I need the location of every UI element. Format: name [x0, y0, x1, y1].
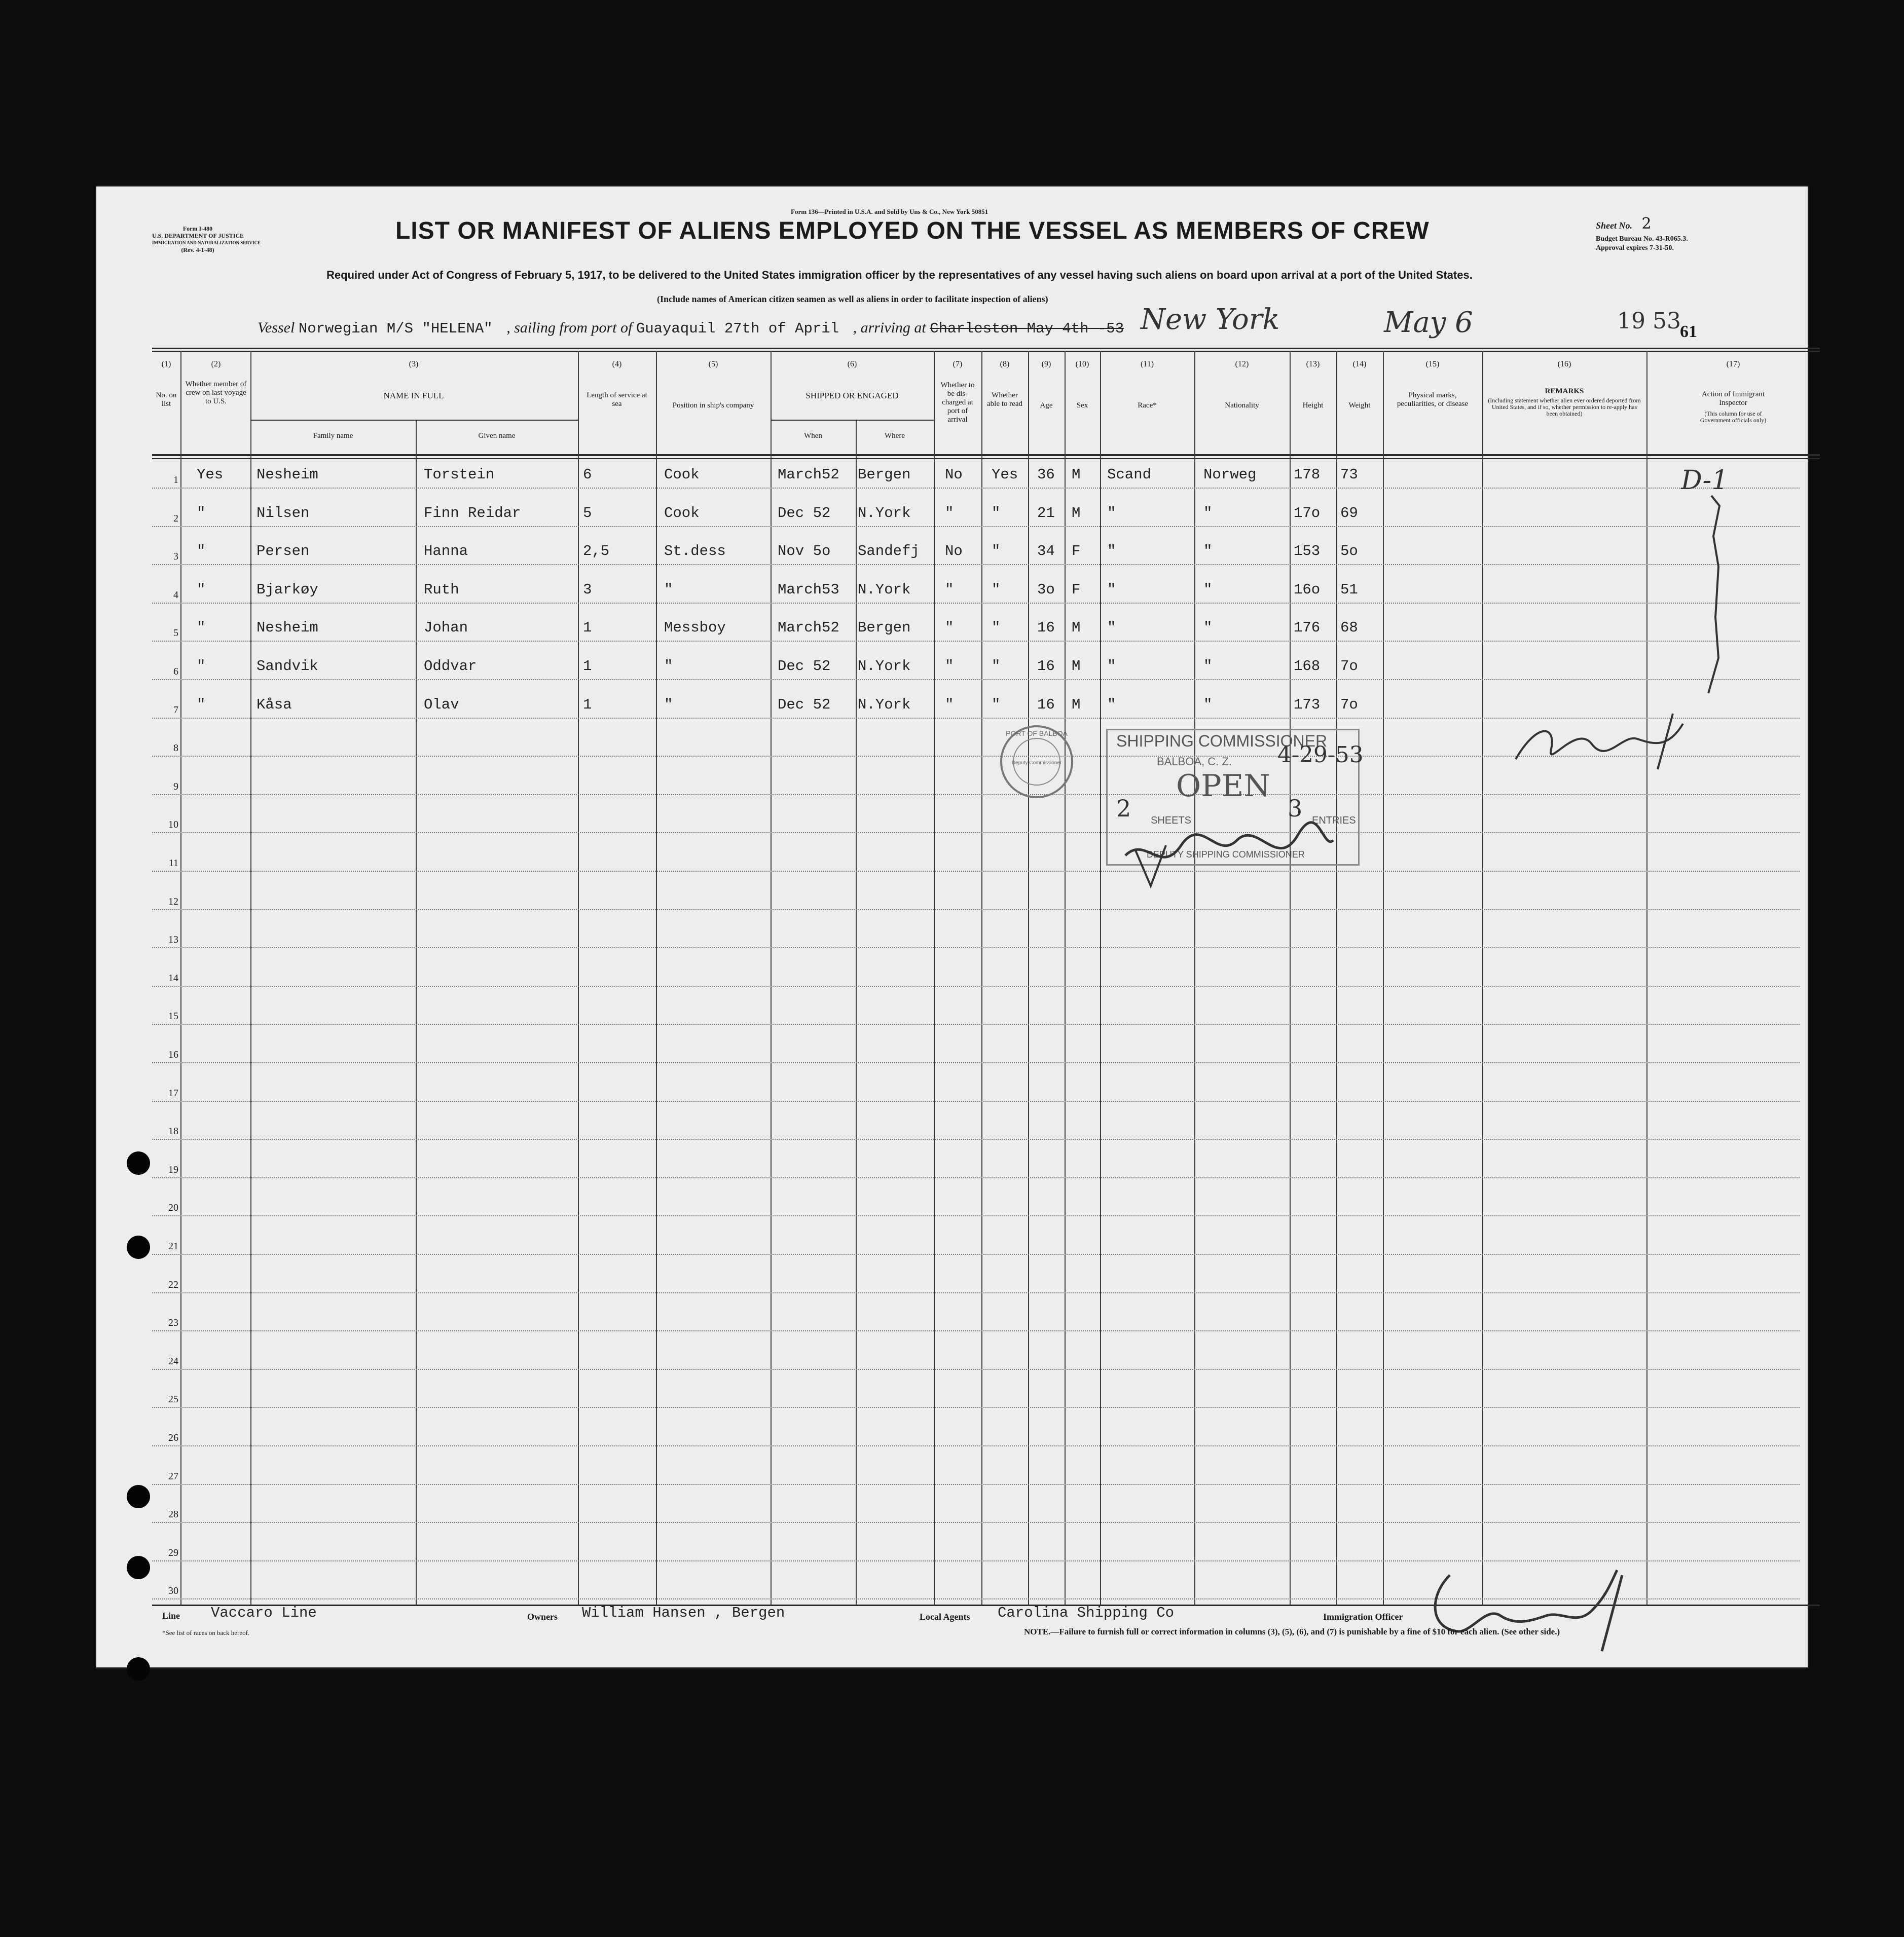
- cell-family: Nilsen: [257, 504, 310, 522]
- cell-where: N.York: [858, 504, 911, 522]
- cell-height: 17o: [1294, 504, 1321, 522]
- cell-given: Oddvar: [424, 658, 477, 675]
- cell-read: Yes: [992, 466, 1018, 483]
- sailing-value: Guayaquil 27th of April: [636, 320, 839, 337]
- row-rule: [152, 564, 1800, 565]
- cell-nationality: ": [1203, 619, 1213, 637]
- row-number: 30: [168, 1585, 178, 1597]
- cell-when: Dec 52: [778, 696, 831, 713]
- cell-height: 16o: [1294, 581, 1321, 598]
- cell-discharged: ": [945, 581, 954, 598]
- cell-when: March52: [778, 466, 839, 483]
- cell-height: 153: [1294, 543, 1321, 560]
- cell-given: Hanna: [424, 543, 468, 560]
- cell-weight: 7o: [1340, 658, 1358, 675]
- row-number: 26: [168, 1432, 178, 1443]
- punch-hole: [127, 1556, 150, 1579]
- col-num-17: (17): [1726, 360, 1740, 368]
- row-rule: [152, 794, 1800, 795]
- cell-read: ": [992, 504, 1001, 522]
- cell-race: ": [1107, 619, 1116, 637]
- cell-length: 1: [583, 696, 592, 713]
- punch-hole: [127, 1657, 150, 1681]
- cell-crew: ": [197, 543, 206, 560]
- cell-position: Cook: [664, 504, 700, 522]
- cell-age: 16: [1037, 619, 1055, 637]
- row-number: 13: [168, 934, 178, 946]
- row-number: 25: [168, 1394, 178, 1405]
- cell-nationality: ": [1203, 504, 1213, 522]
- footer-agents-value: Carolina Shipping Co: [998, 1605, 1175, 1621]
- subtitle-note: (Include names of American citizen seamen as well as aliens in order to facilitate inspection of aliens): [657, 294, 1048, 304]
- name-subhead-rule: [250, 420, 578, 421]
- cell-when: Dec 52: [778, 504, 831, 522]
- cell-length: 3: [583, 581, 592, 598]
- row-number: 2: [173, 512, 178, 524]
- cell-where: N.York: [858, 658, 911, 675]
- row-rule: [152, 832, 1800, 833]
- stamp-date: 4-29-53: [1277, 742, 1364, 768]
- action-initial: D-1: [1681, 465, 1729, 496]
- col-head-read: Whether able to read: [987, 391, 1022, 408]
- col-head-action-note: (This column for use of Government officials only): [1700, 410, 1767, 424]
- stamp-entries-value: 3: [1288, 795, 1303, 822]
- row-number: 9: [173, 780, 178, 792]
- cell-sex: F: [1072, 581, 1081, 598]
- col-head-remarks: REMARKS: [1545, 387, 1584, 395]
- col-num-15: (15): [1425, 360, 1440, 368]
- races-footnote: *See list of races on back hereof.: [162, 1629, 250, 1636]
- officer-signature: [1409, 1555, 1632, 1656]
- row-rule: [152, 603, 1800, 604]
- row-rule: [152, 1522, 1800, 1523]
- cell-read: ": [992, 619, 1001, 637]
- cell-when: March53: [778, 581, 839, 598]
- vessel-label: Vessel: [258, 319, 295, 336]
- year: 19 53: [1617, 308, 1681, 334]
- header-bottom-border: [152, 454, 1820, 456]
- cell-weight: 5o: [1340, 543, 1358, 560]
- sheet-value: 2: [1641, 215, 1652, 233]
- page-title: LIST OR MANIFEST OF ALIENS EMPLOYED ON THE VESSEL AS MEMBERS OF CREW: [395, 217, 1430, 244]
- stamp-sheets-label: SHEETS: [1151, 815, 1192, 826]
- cell-age: 3o: [1037, 581, 1055, 598]
- col-head-no: No. on list: [156, 391, 177, 408]
- cell-nationality: ": [1203, 658, 1213, 675]
- cell-discharged: No: [945, 466, 963, 483]
- row-rule: [152, 1484, 1800, 1485]
- cell-family: Bjarkøy: [257, 581, 318, 598]
- form-number: Form I-480: [182, 225, 213, 232]
- cell-where: Bergen: [858, 619, 911, 637]
- col-divider: [1290, 351, 1291, 1606]
- col-divider: [416, 420, 417, 1606]
- cell-race: Scand: [1107, 466, 1152, 483]
- cell-family: Kåsa: [257, 696, 292, 713]
- cell-age: 34: [1037, 543, 1055, 560]
- col-divider: [1065, 351, 1066, 1606]
- sailing-label: , sailing from port of: [506, 319, 633, 336]
- subhead-where: Where: [885, 432, 905, 440]
- cell-position: ": [664, 581, 673, 598]
- row-rule: [152, 986, 1800, 987]
- col-num-12: (12): [1235, 360, 1249, 368]
- punch-hole: [127, 1236, 150, 1259]
- page-number: 61: [1680, 322, 1697, 341]
- cell-crew: Yes: [197, 466, 224, 483]
- cell-race: ": [1107, 543, 1116, 560]
- row-number: 5: [173, 627, 178, 639]
- col-head-remarks-note: (Including statement whether alien ever ordered deported from United States, and if so, whether permission to re-apply has been obtained): [1488, 397, 1641, 417]
- row-number: 18: [168, 1126, 178, 1137]
- row-number: 11: [168, 858, 178, 869]
- cell-discharged: ": [945, 696, 954, 713]
- cell-read: ": [992, 543, 1001, 560]
- stamp-location: BALBOA, C. Z.: [1157, 755, 1232, 768]
- cell-when: Nov 5o: [778, 543, 831, 560]
- col-num-1: (1): [161, 360, 171, 368]
- row-number: 15: [168, 1011, 178, 1022]
- cell-position: Cook: [664, 466, 700, 483]
- cell-given: Torstein: [424, 466, 495, 483]
- row-rule: [152, 641, 1800, 642]
- cell-crew: ": [197, 504, 206, 522]
- col-head-length: Length of service at sea: [587, 391, 647, 408]
- punch-hole: [127, 1151, 150, 1175]
- budget-bureau: Budget Bureau No. 43-R065.3.: [1596, 235, 1688, 243]
- row-number: 21: [168, 1241, 178, 1252]
- col-divider: [771, 351, 772, 1606]
- row-rule: [152, 1369, 1800, 1370]
- cell-age: 16: [1037, 658, 1055, 675]
- cell-weight: 68: [1340, 619, 1358, 637]
- header-bottom-border-2: [152, 458, 1820, 459]
- col-num-14: (14): [1352, 360, 1367, 368]
- row-number: 6: [173, 666, 178, 677]
- subhead-family-name: Family name: [313, 432, 353, 440]
- cell-height: 178: [1294, 466, 1321, 483]
- footer-line-value: Vaccaro Line: [211, 1605, 317, 1621]
- cell-crew: ": [197, 581, 206, 598]
- col-num-2: (2): [211, 360, 221, 368]
- col-num-7: (7): [953, 360, 963, 368]
- col-divider: [180, 351, 181, 1606]
- col-num-3: (3): [409, 360, 419, 368]
- sheet-label: Sheet No.: [1596, 220, 1632, 231]
- footer-line-label: Line: [162, 1611, 180, 1621]
- col-num-5: (5): [708, 360, 718, 368]
- cell-discharged: ": [945, 658, 954, 675]
- col-num-6: (6): [847, 360, 857, 368]
- cell-where: N.York: [858, 581, 911, 598]
- service-name: IMMIGRATION AND NATURALIZATION SERVICE: [152, 240, 261, 245]
- form-identifier: [152, 225, 261, 253]
- cell-crew: ": [197, 658, 206, 675]
- shipped-subhead-rule: [771, 420, 934, 421]
- cell-sex: F: [1072, 543, 1081, 560]
- row-number: 19: [168, 1164, 178, 1175]
- cell-given: Johan: [424, 619, 468, 637]
- stamp-title: SHIPPING COMMISSIONER: [1116, 732, 1328, 750]
- stamp-opened: OPEN: [1176, 768, 1270, 804]
- cell-given: Finn Reidar: [424, 504, 521, 522]
- cell-length: 2,5: [583, 543, 610, 560]
- row-rule: [152, 1292, 1800, 1293]
- cell-weight: 7o: [1340, 696, 1358, 713]
- row-number: 22: [168, 1279, 178, 1290]
- cell-nationality: ": [1203, 696, 1213, 713]
- row-number: 23: [168, 1317, 178, 1329]
- col-num-4: (4): [612, 360, 622, 368]
- row-number: 27: [168, 1470, 178, 1482]
- cell-position: Messboy: [664, 619, 726, 637]
- col-divider: [856, 420, 857, 1606]
- cell-read: ": [992, 658, 1001, 675]
- cell-weight: 69: [1340, 504, 1358, 522]
- cell-race: ": [1107, 696, 1116, 713]
- cell-crew: ": [197, 696, 206, 713]
- col-divider: [934, 351, 935, 1606]
- arriving-label: , arriving at: [853, 319, 926, 336]
- row-rule: [152, 909, 1800, 910]
- table-top-border: [152, 351, 1820, 352]
- cell-position: ": [664, 658, 673, 675]
- row-rule: [152, 1254, 1800, 1255]
- col-head-nationality: Nationality: [1225, 401, 1259, 409]
- row-rule: [152, 1062, 1800, 1063]
- cell-sex: M: [1072, 696, 1081, 713]
- vessel-row-underline: [152, 348, 1820, 349]
- col-head-height: Height: [1302, 401, 1324, 409]
- row-rule: [152, 1177, 1800, 1178]
- revision-date: (Rev. 4-1-48): [181, 246, 214, 253]
- subhead-when: When: [804, 432, 822, 440]
- col-divider: [1336, 351, 1337, 1606]
- punch-hole: [127, 1485, 150, 1508]
- row-number: 28: [168, 1509, 178, 1520]
- penalty-note: NOTE.—Failure to furnish full or correct information in columns (3), (5), (6), and (7) is punishable by a fine of $10 for each alien. (See other side.): [1024, 1627, 1560, 1636]
- cell-when: March52: [778, 619, 839, 637]
- cell-height: 176: [1294, 619, 1321, 637]
- row-number: 7: [173, 704, 178, 716]
- row-rule: [152, 1139, 1800, 1140]
- department-name: U.S. DEPARTMENT OF JUSTICE: [152, 232, 244, 239]
- row-rule: [152, 679, 1800, 680]
- col-head-action: Action of Immigrant Inspector: [1701, 390, 1765, 407]
- cell-length: 1: [583, 658, 592, 675]
- stamp-entries-label: ENTRIES: [1312, 815, 1356, 826]
- deputy-signature: [1115, 815, 1338, 891]
- row-number: 16: [168, 1049, 178, 1060]
- cell-nationality: Norweg: [1203, 466, 1257, 483]
- cell-length: 5: [583, 504, 592, 522]
- sheet-number: [1596, 215, 1652, 233]
- date-handwritten: May 6: [1384, 306, 1473, 339]
- cell-given: Ruth: [424, 581, 459, 598]
- col-head-position: Position in ship's company: [672, 401, 754, 409]
- cell-family: Nesheim: [257, 466, 318, 483]
- col-divider: [656, 351, 657, 1606]
- row-rule: [152, 1407, 1800, 1408]
- cell-read: ": [992, 581, 1001, 598]
- row-rule: [152, 1445, 1800, 1446]
- cell-length: 1: [583, 619, 592, 637]
- cell-race: ": [1107, 658, 1116, 675]
- row-number: 3: [173, 551, 178, 563]
- seal-text: PORT OF BALBOA: [1006, 729, 1068, 737]
- row-rule: [152, 1330, 1800, 1331]
- subhead-given-name: Given name: [478, 432, 516, 440]
- cell-where: N.York: [858, 696, 911, 713]
- cell-nationality: ": [1203, 543, 1213, 560]
- row-number: 8: [173, 742, 178, 754]
- col-head-crew: Whether member of crew on last voyage to U.S.: [185, 380, 247, 405]
- col-head-sex: Sex: [1076, 401, 1088, 409]
- col-num-16: (16): [1557, 360, 1571, 368]
- cell-given: Olav: [424, 696, 459, 713]
- col-divider: [1383, 351, 1384, 1606]
- row-number: 17: [168, 1087, 178, 1099]
- row-rule: [152, 1024, 1800, 1025]
- cell-where: Sandefj: [858, 543, 920, 560]
- cell-age: 21: [1037, 504, 1055, 522]
- row-number: 12: [168, 896, 178, 907]
- row-rule: [152, 526, 1800, 527]
- cell-weight: 73: [1340, 466, 1358, 483]
- cell-height: 168: [1294, 658, 1321, 675]
- col-head-weight: Weight: [1348, 401, 1371, 409]
- cell-sex: M: [1072, 504, 1081, 522]
- col-head-physical: Physical marks, peculiarities, or disease: [1397, 391, 1469, 408]
- row-number: 14: [168, 972, 178, 984]
- cell-nationality: ": [1203, 581, 1213, 598]
- cell-length: 6: [583, 466, 592, 483]
- row-number: 4: [173, 589, 178, 601]
- footer-owners-value: William Hansen , Bergen: [582, 1605, 785, 1621]
- cell-crew: ": [197, 619, 206, 637]
- row-number: 10: [168, 819, 178, 831]
- cell-family: Persen: [257, 543, 310, 560]
- col-divider: [1028, 351, 1029, 1606]
- cell-family: Nesheim: [257, 619, 318, 637]
- col-divider: [1194, 351, 1195, 1606]
- row-rule: [152, 871, 1800, 872]
- cell-position: St.dess: [664, 543, 726, 560]
- arriving-handwritten: New York: [1141, 303, 1280, 336]
- stamp-deputy: DEPUTY SHIPPING COMMISSIONER: [1147, 849, 1305, 860]
- col-head-discharged: Whether to be dis-charged at port of arrival: [940, 381, 975, 424]
- col-head-shipped: SHIPPED OR ENGAGED: [805, 391, 899, 400]
- cell-height: 173: [1294, 696, 1321, 713]
- printer-line: Form 136—Printed in U.S.A. and Sold by Uns & Co., New York 50851: [791, 208, 988, 215]
- col-divider: [250, 351, 251, 1606]
- col-divider: [578, 351, 579, 1606]
- col-num-11: (11): [1140, 360, 1154, 368]
- footer-agents-label: Local Agents: [920, 1612, 970, 1622]
- col-divider: [981, 351, 982, 1606]
- footer-owners-label: Owners: [527, 1612, 558, 1622]
- arriving-value: Charleston May 4th -53: [930, 320, 1124, 337]
- cell-discharged: ": [945, 619, 954, 637]
- inspector-bracket: [1592, 491, 1724, 734]
- inspector-signature: [1506, 703, 1698, 774]
- cell-where: Bergen: [858, 466, 911, 483]
- row-number: 29: [168, 1547, 178, 1558]
- seal-inner-text: Deputy Commissioner: [1011, 760, 1062, 766]
- col-head-name: NAME IN FULL: [383, 391, 444, 400]
- footer-officer-label: Immigration Officer: [1323, 1612, 1403, 1622]
- cell-discharged: No: [945, 543, 963, 560]
- cell-race: ": [1107, 504, 1116, 522]
- col-head-race: Race*: [1138, 401, 1157, 409]
- row-number: 1: [173, 474, 178, 486]
- subtitle: Required under Act of Congress of February 5, 1917, to be delivered to the United States immigration officer by the representatives of any vessel having such aliens on board upon arrival at a port of the United States.: [326, 269, 1473, 281]
- row-rule: [152, 488, 1800, 489]
- approval-expires: Approval expires 7-31-50.: [1596, 244, 1674, 252]
- stamp-sheets-value: 2: [1116, 795, 1131, 822]
- cell-sex: M: [1072, 466, 1081, 483]
- row-rule: [152, 1101, 1800, 1102]
- cell-when: Dec 52: [778, 658, 831, 675]
- col-num-10: (10): [1075, 360, 1089, 368]
- cell-sex: M: [1072, 619, 1081, 637]
- cell-sex: M: [1072, 658, 1081, 675]
- vessel-row: [258, 319, 1124, 337]
- cell-weight: 51: [1340, 581, 1358, 598]
- col-head-age: Age: [1040, 401, 1053, 409]
- row-rule: [152, 947, 1800, 948]
- row-number: 20: [168, 1202, 178, 1214]
- cell-age: 16: [1037, 696, 1055, 713]
- cell-position: ": [664, 696, 673, 713]
- cell-read: ": [992, 696, 1001, 713]
- col-divider: [1100, 351, 1101, 1606]
- vessel-value: Norwegian M/S "HELENA": [298, 320, 493, 337]
- cell-discharged: ": [945, 504, 954, 522]
- cell-age: 36: [1037, 466, 1055, 483]
- row-number: 24: [168, 1355, 178, 1367]
- col-num-9: (9): [1041, 360, 1051, 368]
- col-num-13: (13): [1306, 360, 1320, 368]
- cell-race: ": [1107, 581, 1116, 598]
- col-num-8: (8): [1000, 360, 1010, 368]
- col-divider: [1482, 351, 1483, 1606]
- cell-family: Sandvik: [257, 658, 318, 675]
- port-of-balboa-seal: [999, 724, 1075, 800]
- manifest-sheet: [96, 187, 1808, 1667]
- row-rule: [152, 1215, 1800, 1216]
